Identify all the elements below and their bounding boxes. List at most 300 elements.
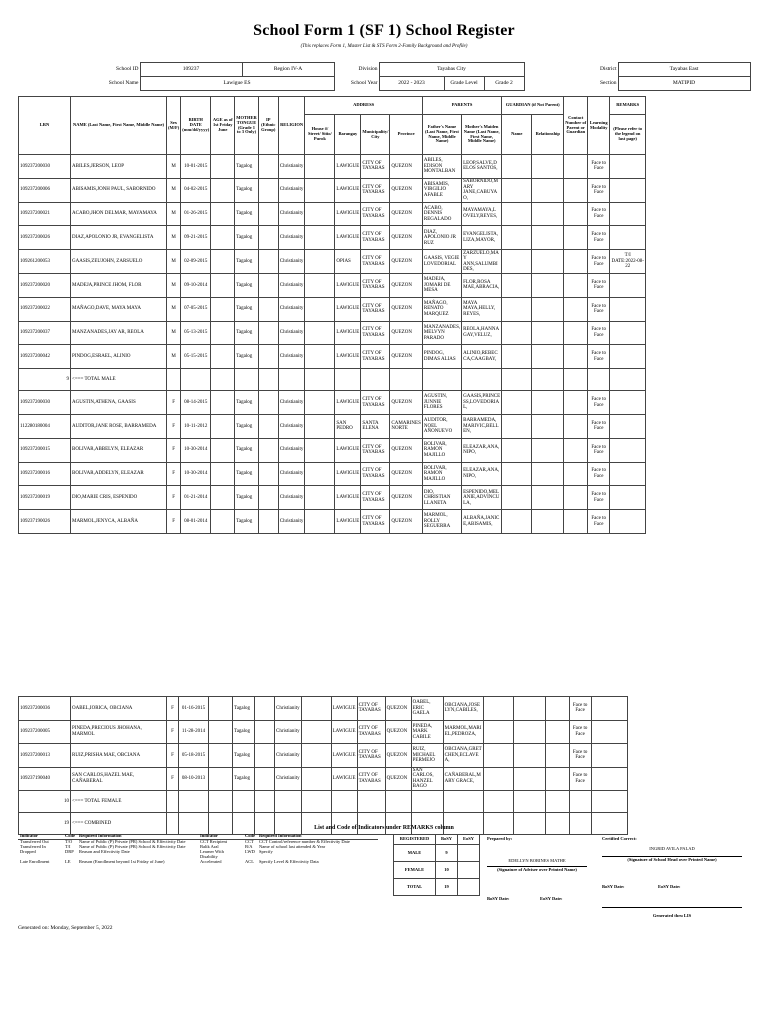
student-father: BOLIVAR, RAMON MAJILLO [422,462,461,486]
legend-info: Name of school last attended & Year [259,844,326,849]
student-father: PINEDA, MARK CABILE [411,720,443,744]
empty-cell [255,791,275,813]
student-birth-date: 10-11-2012 [181,414,211,438]
student-birth-date: 09-21-2015 [181,226,211,250]
legend-indicator: Transferred Out [20,839,49,844]
empty-cell [545,791,569,813]
legend-info: Reason (Enrollment beyond 1st Friday of June) [79,859,165,864]
student-guardian-relationship [513,767,545,791]
total-male-row-count: 9 [19,369,71,391]
student-house [301,720,331,744]
register-table-continued [18,696,628,835]
student-religion: Christianity [278,321,305,345]
student-age [209,744,233,768]
student-remarks [610,226,646,250]
student-row [19,720,628,744]
register-table [18,96,646,534]
legend-header-info: Required Information [77,834,198,839]
student-barangay: LAWIGUE [335,345,361,369]
student-mother-tongue: Tagalog [235,486,259,510]
header-parents: PARENTS [422,97,501,115]
header-province: Province [390,115,422,155]
empty-cell [411,813,443,835]
empty-cell [532,369,564,391]
student-lrn: 109237200026 [19,226,71,250]
empty-cell [390,369,422,391]
student-contact [564,226,588,250]
student-house [305,391,335,415]
reg-female-label: FEMALE [394,862,436,879]
legend-header-indicator-2: Indicator [198,834,243,839]
student-ip [258,178,278,202]
student-guardian-name [483,697,513,721]
legend-indicator: Dropped [20,849,36,854]
legend-header-code-2: Code [245,834,255,838]
student-age [211,202,235,226]
student-ip [258,414,278,438]
student-house [305,155,335,179]
student-sex: M [167,202,181,226]
student-house [301,744,331,768]
student-remarks [610,345,646,369]
student-guardian-relationship [532,414,564,438]
student-house [305,250,335,274]
student-birth-date: 01-26-2015 [181,202,211,226]
student-province: QUEZON [385,720,411,744]
student-lrn: 109237200013 [19,744,71,768]
student-remarks [610,321,646,345]
student-row [19,297,646,321]
student-name: ABISAMIS,JONH PAUL, SABORNIDO [71,178,167,202]
student-guardian-name [502,155,532,179]
student-barangay: SAN PEDRO [335,414,361,438]
head-bosy-date: BoSY Date: [602,884,625,889]
student-age [211,250,235,274]
student-mother: ZARZUELO,MA Y ANN,SALUMBI DES, [462,250,502,274]
student-mother: OBCIANA,JOSE LYN,CABILES, [443,697,483,721]
student-remarks [610,273,646,297]
student-row [19,744,628,768]
legend-indicator: Late Enrollment [20,859,50,864]
header-municipality: Municipality/ City [361,115,390,155]
student-religion: Christianity [278,250,305,274]
student-modality: Face to Face [588,250,610,274]
empty-cell [235,369,259,391]
student-religion: Christianity [278,297,305,321]
student-house [301,697,331,721]
region-value: Region IV-A [242,63,334,77]
student-name: MANZANADES,JAY AR, REOLA [71,321,167,345]
header-contact: Contact Number of Parent or Guardian [564,97,588,155]
prepared-by-label: Prepared by: [487,836,513,841]
legend-title: List and Code of Indicators under REMARKS column [314,825,454,831]
student-municipality: SANTA ELENA [361,414,390,438]
student-mother-tongue: Tagalog [235,250,259,274]
school-info-table [18,62,751,91]
student-province: QUEZON [390,273,422,297]
student-name: RUIZ,PRISHA MAE, OBCIANA [71,744,167,768]
division-value: Tayabas City [379,63,524,77]
student-religion: Christianity [278,178,305,202]
student-row [19,510,646,534]
student-barangay: LAWIGUE [331,744,357,768]
student-house [305,297,335,321]
student-guardian-relationship [532,438,564,462]
student-remarks [610,414,646,438]
student-age [211,226,235,250]
student-ip [255,767,275,791]
student-age [211,155,235,179]
header-lrn: LRN [19,97,71,155]
student-age [211,297,235,321]
student-row [19,202,646,226]
student-mother-tongue: Tagalog [235,297,259,321]
student-birth-date: 04-02-2015 [181,178,211,202]
school-head-caption: (Signature of School Head over Printed Name) [602,856,742,862]
student-age [211,345,235,369]
student-remarks [610,462,646,486]
student-religion: Christianity [278,273,305,297]
student-mother: ESPENIDO,MEL ANIE,ADVINCU LA, [462,486,502,510]
student-father: MADEJA, JOMARI DE MESA [422,273,461,297]
student-municipality: CITY OF TAYABAS [361,462,390,486]
student-contact [564,510,588,534]
student-remarks: T/I DATE:2022-08-22 [610,250,646,274]
student-birth-date: 02-09-2015 [181,250,211,274]
student-row [19,321,646,345]
student-sex: F [167,767,179,791]
student-province: QUEZON [390,438,422,462]
student-age [211,462,235,486]
section-value: MATIPID [618,77,750,91]
legend-info: Specify Level & Effectivity Data [259,859,319,864]
student-remarks [591,767,627,791]
empty-cell [411,791,443,813]
student-birth-date: 10-30-2014 [181,462,211,486]
student-lrn: 109261200053 [19,250,71,274]
student-row [19,345,646,369]
student-ip [258,155,278,179]
student-row [19,250,646,274]
student-age [211,414,235,438]
student-guardian-name [502,297,532,321]
student-contact [545,720,569,744]
header-remarks: REMARKS [610,97,646,115]
student-ip [258,226,278,250]
legend-indicator: Balik Aral [200,844,219,849]
school-year-value: 2022 - 2023 [379,77,444,91]
student-name: MARMOL,JENYCA, ALBAÑA [71,510,167,534]
student-birth-date: 01-21-2014 [181,486,211,510]
student-birth-date: 01-16-2015 [179,697,209,721]
student-contact [564,462,588,486]
empty-cell [278,369,305,391]
header-religion: RELIGION [278,97,305,155]
district-value: Tayabas East [618,63,750,77]
empty-cell [301,813,331,835]
student-guardian-relationship [532,391,564,415]
page-title: School Form 1 (SF 1) School Register [253,22,515,39]
student-sex: M [167,178,181,202]
student-house [305,202,335,226]
legend-info: Specify [259,849,273,854]
header-age: AGE as of 1st Friday June [211,97,235,155]
student-municipality: CITY OF TAYABAS [357,697,385,721]
adviser-bosy-date: BoSY Date: [487,896,510,901]
student-religion: Christianity [278,438,305,462]
student-lrn: 109237200022 [19,297,71,321]
student-contact [564,178,588,202]
student-guardian-relationship [532,273,564,297]
student-municipality: CITY OF TAYABAS [361,155,390,179]
empty-cell [301,791,331,813]
student-contact [564,202,588,226]
student-mother-tongue: Tagalog [235,510,259,534]
head-eosy-date: EoSY Date: [658,884,681,889]
student-name: PINDOG,ESRAEL, ALINIO [71,345,167,369]
student-mother-tongue: Tagalog [233,767,255,791]
empty-cell [335,369,361,391]
school-head-name: INGRID AVILA PALAD [649,846,695,851]
student-religion: Christianity [278,414,305,438]
student-house [305,462,335,486]
student-age [211,438,235,462]
student-barangay: LAWIGUE [335,321,361,345]
student-municipality: CITY OF TAYABAS [361,391,390,415]
student-barangay: LAWIGUE [335,226,361,250]
student-religion: Christianity [278,202,305,226]
student-barangay: LAWIGUE [335,202,361,226]
student-father: SAN CARLOS, HANZEL BAGO [411,767,443,791]
student-religion: Christianity [275,720,302,744]
student-ip [255,720,275,744]
school-year-label: School Year [350,80,378,87]
header-modality: Learning Modality [588,97,610,155]
page-subtitle: (This replaces Form 1, Master List & STS Form 2-Family Background and Profile) [300,44,468,49]
student-house [305,438,335,462]
empty-cell [610,369,646,391]
student-ip [258,486,278,510]
student-mother: REOLA,HANNA GAY,VELUZ, [462,321,502,345]
student-lrn: 109237200016 [19,462,71,486]
student-birth-date: 07-05-2015 [181,297,211,321]
student-guardian-relationship [532,155,564,179]
empty-cell [181,369,211,391]
student-lrn: 109237200030 [19,155,71,179]
section-label: Section [600,80,617,87]
empty-cell [167,791,179,813]
student-religion: Christianity [278,486,305,510]
empty-cell [385,813,411,835]
student-name: SAN CARLOS,HAZEL MAE, CAÑABERAL [71,767,167,791]
student-mother-tongue: Tagalog [235,414,259,438]
school-name-value: Lawigue ES [140,77,334,91]
student-province: QUEZON [390,321,422,345]
student-lrn: 109237200019 [19,486,71,510]
reg-total-bosy: 19 [436,879,458,896]
student-mother: CAÑABERAL,M ARY GRACE, [443,767,483,791]
student-remarks [610,178,646,202]
student-father: DIAZ, APOLONIO JR RUZ [422,226,461,250]
student-house [305,226,335,250]
student-lrn: 109237190040 [19,767,71,791]
student-remarks [591,744,627,768]
student-modality: Face to Face [588,391,610,415]
student-barangay: LAWIGUE [335,178,361,202]
student-age [209,767,233,791]
student-mother: ELEAZAR,ANA, NIPO, [462,462,502,486]
reg-male-bosy: 9 [436,845,458,862]
student-religion: Christianity [275,697,302,721]
header-sex: Sex (M/F) [167,97,181,155]
reg-male-eosy [458,845,480,862]
student-mother-tongue: Tagalog [235,345,259,369]
student-name: ACABO,JHON DELMAR, MAYAMAYA [71,202,167,226]
student-name: OABEL,IORICA, OBCIANA [71,697,167,721]
school-name-label: School Name [108,80,139,87]
empty-cell [588,369,610,391]
student-modality: Face to Face [588,155,610,179]
student-guardian-name [502,345,532,369]
student-municipality: CITY OF TAYABAS [361,510,390,534]
student-name: DIO,MARIE CRIS, ESPENIDO [71,486,167,510]
student-mother: MAYAMAYA,L OVELY,REYES, [462,202,502,226]
student-modality: Face to Face [588,462,610,486]
student-mother-tongue: Tagalog [235,462,259,486]
student-barangay: LAWIGUE [335,438,361,462]
student-father: ACABO, DENNIS REGALADO [422,202,461,226]
empty-cell [361,369,390,391]
student-house [305,486,335,510]
student-guardian-name [502,414,532,438]
reg-header-eosy: EoSY [458,835,480,845]
student-row [19,391,646,415]
student-name: DIAZ,APOLONIO JR, EVANGELISTA [71,226,167,250]
student-mother: ELEAZAR,ANA, NIPO, [462,438,502,462]
student-province: QUEZON [390,226,422,250]
student-remarks [591,697,627,721]
student-age [211,391,235,415]
student-name: ABILES,JERSON, LEOP [71,155,167,179]
student-sex: F [167,414,181,438]
student-lrn: 112280180004 [19,414,71,438]
student-province: QUEZON [390,345,422,369]
student-guardian-relationship [532,178,564,202]
student-modality: Face to Face [588,486,610,510]
header-birth: BIRTH DATE (mm/dd/yyyy) [181,97,211,155]
student-row [19,414,646,438]
student-province: QUEZON [390,297,422,321]
student-father: DIO, CHRISTIAN LLANETA [422,486,461,510]
student-religion: Christianity [275,767,302,791]
student-row [19,438,646,462]
empty-cell [569,813,591,835]
legend-code: ACL [245,859,254,864]
student-province: CAMARINES NORTE [390,414,422,438]
header-remarks-note: (Please refer to the legend on last page) [610,115,646,155]
legend-info: Reason and Effectivity Date [79,849,130,854]
student-barangay: LAWIGUE [335,273,361,297]
student-guardian-name [502,273,532,297]
student-barangay: LAWIGUE [335,510,361,534]
certified-label: Certified Correct: [602,836,637,841]
registered-summary [393,834,480,896]
adviser-name: EDELLYN BORINES MATHE [508,858,566,863]
empty-cell [275,791,302,813]
student-sex: F [167,510,181,534]
student-modality: Face to Face [569,767,591,791]
student-ip [258,438,278,462]
header-mother: Mother's Maiden Name (Last Name, First Name, Middle Name) [462,115,502,155]
empty-cell [331,813,357,835]
header-tongue: MOTHER TONGUE (Grade 1 to 3 Only) [235,97,259,155]
student-municipality: CITY OF TAYABAS [361,273,390,297]
student-sex: F [167,438,181,462]
student-contact [545,744,569,768]
student-remarks [610,297,646,321]
legend-code: B/A [245,844,253,849]
student-sex: F [167,486,181,510]
empty-cell [483,791,513,813]
student-mother-tongue: Tagalog [233,744,255,768]
student-lrn: 109237200036 [19,697,71,721]
empty-cell [233,791,255,813]
legend-info: Name of Public (P) Private (PR) School & Effectivity Date [79,839,186,844]
student-ip [255,697,275,721]
student-modality: Face to Face [569,744,591,768]
header-barangay: Barangay [335,115,361,155]
empty-cell [305,369,335,391]
total-female-row-label: <=== TOTAL FEMALE [71,791,167,813]
student-row [19,226,646,250]
signature-line [602,907,742,908]
student-province: QUEZON [385,697,411,721]
student-mother-tongue: Tagalog [235,391,259,415]
student-lrn: 109237190026 [19,510,71,534]
student-mother-tongue: Tagalog [233,697,255,721]
student-mother: GAASIS,PRINCE SS,LOVEDORIA L, [462,391,502,415]
student-father: PINDOG, DIMAS ALIAS [422,345,461,369]
student-father: ABILES, EDISON MONTALBAN [422,155,461,179]
empty-cell [483,813,513,835]
student-remarks [610,155,646,179]
student-guardian-name [502,202,532,226]
student-birth-date: 10-30-2014 [181,438,211,462]
header-house: House #/ Street/ Sitio/ Purok [305,115,335,155]
student-contact [564,297,588,321]
student-province: QUEZON [390,250,422,274]
student-contact [564,345,588,369]
student-contact [564,321,588,345]
student-mother: LEOP,SALVE,D ELOS SANTOS, [462,155,502,179]
student-birth-date: 08-01-2014 [181,510,211,534]
student-guardian-relationship [532,226,564,250]
empty-cell [255,813,275,835]
reg-male-label: MALE [394,845,436,862]
district-label: District [600,66,617,73]
student-row [19,697,628,721]
student-contact [564,250,588,274]
student-house [305,414,335,438]
student-house [305,321,335,345]
empty-cell [209,813,233,835]
student-religion: Christianity [278,155,305,179]
student-contact [564,155,588,179]
school-id-label: School ID [116,66,139,73]
student-municipality: CITY OF TAYABAS [357,720,385,744]
student-guardian-name [483,767,513,791]
student-lrn: 109237200015 [19,438,71,462]
